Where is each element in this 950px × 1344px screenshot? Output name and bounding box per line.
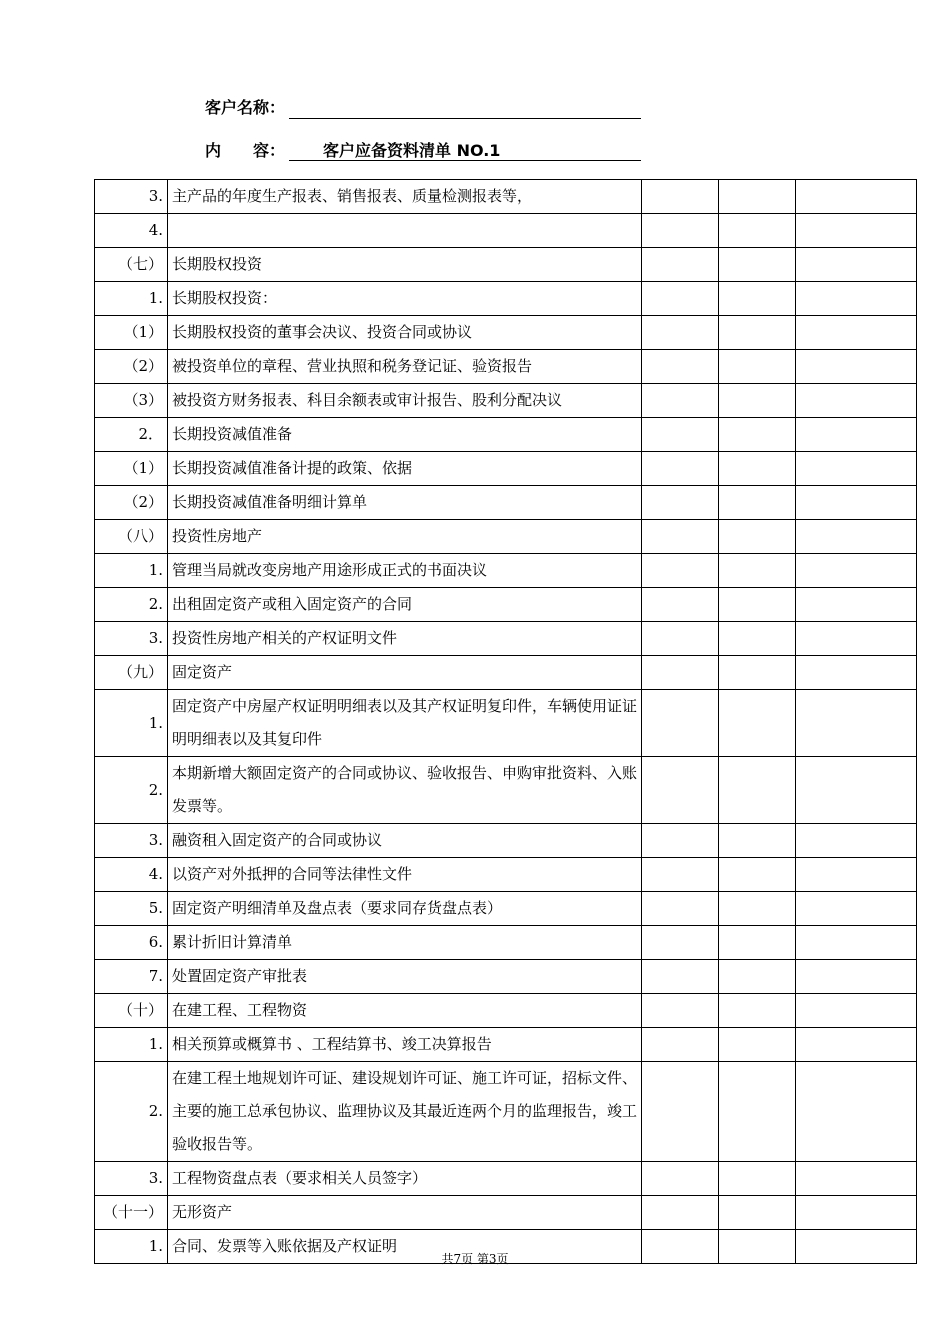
check-cell-a xyxy=(642,622,719,656)
check-cell-a xyxy=(642,858,719,892)
table-row xyxy=(95,994,917,1028)
item-number: 6. xyxy=(95,926,168,960)
table-row xyxy=(95,418,917,452)
check-cell-b xyxy=(719,180,796,214)
check-cell-c xyxy=(796,588,917,622)
item-description xyxy=(168,214,642,248)
document-checklist-table xyxy=(94,179,917,1264)
item-number: 5. xyxy=(95,892,168,926)
table-row xyxy=(95,214,917,248)
check-cell-b xyxy=(719,656,796,690)
table-row xyxy=(95,1162,917,1196)
check-cell-b xyxy=(719,690,796,757)
item-description: 出租固定资产或租入固定资产的合同 xyxy=(168,588,642,622)
table-row xyxy=(95,926,917,960)
table-row xyxy=(95,554,917,588)
check-cell-a xyxy=(642,892,719,926)
item-description: 被投资方财务报表、科目余额表或审计报告、股利分配决议 xyxy=(168,384,642,418)
check-cell-b xyxy=(719,824,796,858)
check-cell-c xyxy=(796,486,917,520)
table-row xyxy=(95,282,917,316)
check-cell-c xyxy=(796,452,917,486)
table-row xyxy=(95,452,917,486)
item-number: （1） xyxy=(95,316,168,350)
item-number: 1. xyxy=(95,282,168,316)
item-description: 累计折旧计算清单 xyxy=(168,926,642,960)
check-cell-a xyxy=(642,588,719,622)
table-row xyxy=(95,1196,917,1230)
table-row xyxy=(95,520,917,554)
table-row xyxy=(95,588,917,622)
table-row xyxy=(95,384,917,418)
item-number: 1. xyxy=(95,690,168,757)
check-cell-b xyxy=(719,588,796,622)
check-cell-c xyxy=(796,757,917,824)
check-cell-c xyxy=(796,1162,917,1196)
check-cell-c xyxy=(796,554,917,588)
check-cell-a xyxy=(642,994,719,1028)
client-name-underline xyxy=(289,118,641,119)
item-number: 3. xyxy=(95,180,168,214)
check-cell-b xyxy=(719,486,796,520)
item-description: 管理当局就改变房地产用途形成正式的书面决议 xyxy=(168,554,642,588)
check-cell-b xyxy=(719,1062,796,1162)
check-cell-c xyxy=(796,960,917,994)
item-description: 长期投资减值准备明细计算单 xyxy=(168,486,642,520)
item-description: 长期投资减值准备 xyxy=(168,418,642,452)
check-cell-c xyxy=(796,384,917,418)
item-number: 2. xyxy=(95,757,168,824)
check-cell-a xyxy=(642,248,719,282)
item-description: 主产品的年度生产报表、销售报表、质量检测报表等， xyxy=(168,180,642,214)
item-number: 4. xyxy=(95,858,168,892)
check-cell-a xyxy=(642,1162,719,1196)
check-cell-c xyxy=(796,858,917,892)
item-number: 4. xyxy=(95,214,168,248)
checklist-body xyxy=(95,180,917,1264)
check-cell-b xyxy=(719,858,796,892)
table-row xyxy=(95,622,917,656)
check-cell-c xyxy=(796,1196,917,1230)
item-description: 在建工程土地规划许可证、建设规划许可证、施工许可证，招标文件、主要的施工总承包协议、监理协议及其最近连两个月的监理报告，竣工验收报告等。 xyxy=(168,1062,642,1162)
check-cell-b xyxy=(719,960,796,994)
table-row xyxy=(95,248,917,282)
item-description: 长期股权投资： xyxy=(168,282,642,316)
check-cell-c xyxy=(796,520,917,554)
item-number: 1. xyxy=(95,554,168,588)
item-description: 合同、发票等入账依据及产权证明 xyxy=(168,1230,642,1264)
check-cell-c xyxy=(796,350,917,384)
table-row xyxy=(95,1062,917,1162)
check-cell-b xyxy=(719,1196,796,1230)
client-name-label: 客户名称： xyxy=(205,98,286,117)
item-number: 1. xyxy=(95,1028,168,1062)
check-cell-b xyxy=(719,384,796,418)
item-number: 3. xyxy=(95,622,168,656)
item-description: 相关预算或概算书 、工程结算书、竣工决算报告 xyxy=(168,1028,642,1062)
check-cell-a xyxy=(642,282,719,316)
table-row xyxy=(95,960,917,994)
check-cell-b xyxy=(719,350,796,384)
table-row xyxy=(95,757,917,824)
table-row xyxy=(95,858,917,892)
check-cell-a xyxy=(642,824,719,858)
item-number: 2. xyxy=(95,1062,168,1162)
check-cell-c xyxy=(796,282,917,316)
check-cell-c xyxy=(796,622,917,656)
check-cell-b xyxy=(719,418,796,452)
check-cell-b xyxy=(719,926,796,960)
check-cell-b xyxy=(719,554,796,588)
check-cell-a xyxy=(642,926,719,960)
check-cell-c xyxy=(796,418,917,452)
check-cell-b xyxy=(719,452,796,486)
table-row xyxy=(95,1028,917,1062)
check-cell-a xyxy=(642,656,719,690)
check-cell-a xyxy=(642,1062,719,1162)
item-description: 长期股权投资 xyxy=(168,248,642,282)
check-cell-b xyxy=(719,757,796,824)
check-cell-a xyxy=(642,1028,719,1062)
check-cell-b xyxy=(719,248,796,282)
check-cell-a xyxy=(642,554,719,588)
table-row xyxy=(95,690,917,757)
table-row xyxy=(95,180,917,214)
item-description: 固定资产 xyxy=(168,656,642,690)
item-number: （九） xyxy=(95,656,168,690)
item-description: 长期投资减值准备计提的政策、依据 xyxy=(168,452,642,486)
item-number: 2. xyxy=(95,588,168,622)
check-cell-a xyxy=(642,960,719,994)
item-description: 固定资产中房屋产权证明明细表以及其产权证明复印件，车辆使用证证明明细表以及其复印件 xyxy=(168,690,642,757)
check-cell-c xyxy=(796,316,917,350)
check-cell-c xyxy=(796,892,917,926)
check-cell-b xyxy=(719,282,796,316)
check-cell-b xyxy=(719,214,796,248)
item-number: （2） xyxy=(95,486,168,520)
table-row xyxy=(95,824,917,858)
check-cell-a xyxy=(642,214,719,248)
check-cell-c xyxy=(796,926,917,960)
item-description: 无形资产 xyxy=(168,1196,642,1230)
item-number: （八） xyxy=(95,520,168,554)
check-cell-a xyxy=(642,418,719,452)
check-cell-c xyxy=(796,994,917,1028)
check-cell-a xyxy=(642,1196,719,1230)
check-cell-c xyxy=(796,214,917,248)
item-description: 投资性房地产 xyxy=(168,520,642,554)
check-cell-a xyxy=(642,316,719,350)
item-description: 处置固定资产审批表 xyxy=(168,960,642,994)
item-description: 工程物资盘点表（要求相关人员签字） xyxy=(168,1162,642,1196)
check-cell-a xyxy=(642,520,719,554)
item-number: 3. xyxy=(95,1162,168,1196)
check-cell-a xyxy=(642,350,719,384)
item-description: 投资性房地产相关的产权证明文件 xyxy=(168,622,642,656)
table-row xyxy=(95,350,917,384)
check-cell-b xyxy=(719,1028,796,1062)
content-label: 内 容： xyxy=(205,141,286,160)
item-number: （七） xyxy=(95,248,168,282)
item-number: （1） xyxy=(95,452,168,486)
check-cell-b xyxy=(719,1162,796,1196)
table-row xyxy=(95,656,917,690)
table-row xyxy=(95,486,917,520)
item-number: 7. xyxy=(95,960,168,994)
check-cell-a xyxy=(642,384,719,418)
item-number: （3） xyxy=(95,384,168,418)
check-cell-b xyxy=(719,622,796,656)
content-value: 客户应备资料清单 NO.1 xyxy=(323,141,501,160)
item-description: 以资产对外抵押的合同等法律性文件 xyxy=(168,858,642,892)
check-cell-c xyxy=(796,824,917,858)
item-description: 被投资单位的章程、营业执照和税务登记证、验资报告 xyxy=(168,350,642,384)
check-cell-b xyxy=(719,892,796,926)
item-description: 本期新增大额固定资产的合同或协议、验收报告、申购审批资料、入账发票等。 xyxy=(168,757,642,824)
item-number: 1. xyxy=(95,1230,168,1264)
check-cell-a xyxy=(642,690,719,757)
item-number: 2． xyxy=(95,418,168,452)
check-cell-a xyxy=(642,180,719,214)
item-number: 3. xyxy=(95,824,168,858)
check-cell-a xyxy=(642,486,719,520)
check-cell-c xyxy=(796,180,917,214)
item-description: 在建工程、工程物资 xyxy=(168,994,642,1028)
check-cell-c xyxy=(796,690,917,757)
check-cell-c xyxy=(796,656,917,690)
check-cell-a xyxy=(642,757,719,824)
page-footer: 共7页 第3页 xyxy=(441,1252,509,1266)
check-cell-b xyxy=(719,520,796,554)
check-cell-c xyxy=(796,248,917,282)
item-number: （十） xyxy=(95,994,168,1028)
check-cell-c xyxy=(796,1028,917,1062)
check-cell-c xyxy=(796,1062,917,1162)
check-cell-b xyxy=(719,994,796,1028)
table-row xyxy=(95,316,917,350)
item-number: （十一） xyxy=(95,1196,168,1230)
table-row xyxy=(95,892,917,926)
item-description: 融资租入固定资产的合同或协议 xyxy=(168,824,642,858)
item-description: 固定资产明细清单及盘点表（要求同存货盘点表） xyxy=(168,892,642,926)
item-description: 长期股权投资的董事会决议、投资合同或协议 xyxy=(168,316,642,350)
check-cell-b xyxy=(719,316,796,350)
item-number: （2） xyxy=(95,350,168,384)
check-cell-a xyxy=(642,452,719,486)
